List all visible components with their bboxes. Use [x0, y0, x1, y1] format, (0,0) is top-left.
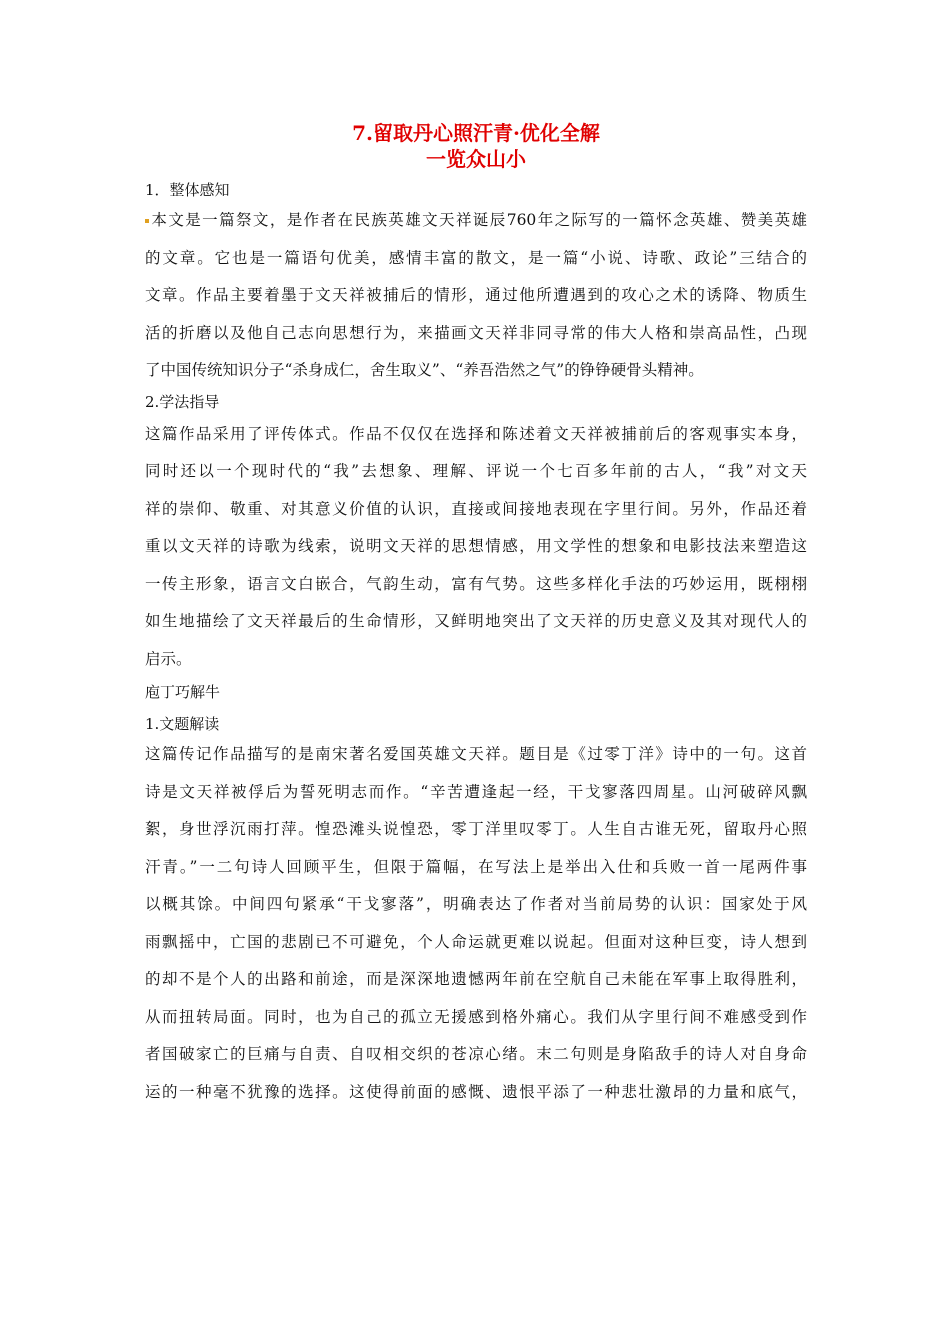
paragraph-line: 了中国传统知识分子“杀身成仁，舍生取义”、“养吾浩然之气”的铮铮硬骨头精神。 [145, 361, 704, 379]
paragraph-line: 汗青。”一二句诗人回顾平生，但限于篇幅，在写法上是举出入仕和兵败一首一尾两件事 [145, 857, 807, 876]
document-subtitle: 一览众山小 [426, 147, 526, 171]
section-heading-analysis: 庖丁巧解牛 [145, 683, 221, 701]
paragraph-line: 重以文天祥的诗歌为线索，说明文天祥的思想情感，用文学性的想象和电影技法来塑造这 [145, 537, 807, 555]
paragraph-line: 以概其馀。中间四句紧承“干戈寥落”，明确表达了作者对当前局势的认识：国家处于风 [145, 895, 807, 913]
title-block [145, 120, 807, 172]
document-title: 7.留取丹心照汗青·优化全解 [352, 121, 600, 145]
paragraph-line: 诗是文天祥被俘后为誓死明志而作。“辛苦遭逢起一经，干戈寥落四周星。山河破碎风飘 [145, 782, 807, 801]
section-heading-title-reading: 1.文题解读 [145, 715, 220, 733]
paragraph-overview [145, 202, 807, 390]
paragraph-line: 文章。作品主要着墨于文天祥被捕后的情形，通过他所遭遇到的攻心之术的诱降、物质生 [145, 286, 807, 304]
paragraph-method [145, 416, 807, 679]
document-page [145, 120, 807, 1111]
section-heading-overview: 1．整体感知 [145, 181, 230, 199]
paragraph-title-reading [145, 736, 807, 1111]
paragraph-line: 的却不是个人的出路和前途，而是深深地遗憾两年前在空航自己未能在军事上取得胜利， [145, 970, 807, 988]
paragraph-line: 启示。 [145, 649, 192, 668]
paragraph-line: 祥的崇仰、敬重、对其意义价值的认识，直接或间接地表现在字里行间。另外，作品还着 [145, 499, 807, 518]
paragraph-line: 絮，身世浮沉雨打萍。惶恐滩头说惶恐，零丁洋里叹零丁。人生自古谁无死，留取丹心照 [145, 820, 807, 838]
paragraph-line: 一传主形象，语言文白嵌合，气韵生动，富有气势。这些多样化手法的巧妙运用，既栩栩 [145, 574, 807, 593]
paragraph-line: 从而扭转局面。同时，也为自己的孤立无援感到格外痛心。我们从字里行间不难感受到作 [145, 1007, 807, 1026]
paragraph-line: 这篇作品采用了评传体式。作品不仅仅在选择和陈述着文天祥被捕前后的客观事实本身， [145, 424, 807, 443]
paragraph-line: 同时还以一个现时代的“我”去想象、理解、评说一个七百多年前的古人，“我”对文天 [145, 462, 807, 480]
anchor-marker-icon [145, 219, 149, 223]
paragraph-line: 这篇传记作品描写的是南宋著名爱国英雄文天祥。题目是《过零丁洋》诗中的一句。这首 [145, 745, 807, 763]
paragraph-line: 如生地描绘了文天祥最后的生命情形，又鲜明地突出了文天祥的历史意义及其对现代人的 [145, 612, 807, 630]
paragraph-line: 活的折磨以及他自己志向思想行为，来描画文天祥非同寻常的伟大人格和崇高品性，凸现 [145, 323, 807, 342]
paragraph-line: 的文章。它也是一篇语句优美，感情丰富的散文，是一篇“小说、诗歌、政论”三结合的 [145, 248, 807, 267]
section-heading-method: 2.学法指导 [145, 392, 220, 411]
paragraph-line: 者国破家亡的巨痛与自责、自叹相交织的苍凉心绪。末二句则是身陷敌手的诗人对自身命 [145, 1045, 807, 1063]
paragraph-line: 雨飘摇中，亡国的悲剧已不可避免，个人命运就更难以说起。但面对这种巨变，诗人想到 [145, 932, 807, 951]
paragraph-line: 本文是一篇祭文，是作者在民族英雄文天祥诞辰760年之际写的一篇怀念英雄、赞美英雄 [150, 211, 807, 229]
paragraph-line: 运的一种毫不犹豫的选择。这使得前面的感慨、遗恨平添了一种悲壮激昂的力量和底气， [145, 1082, 807, 1101]
